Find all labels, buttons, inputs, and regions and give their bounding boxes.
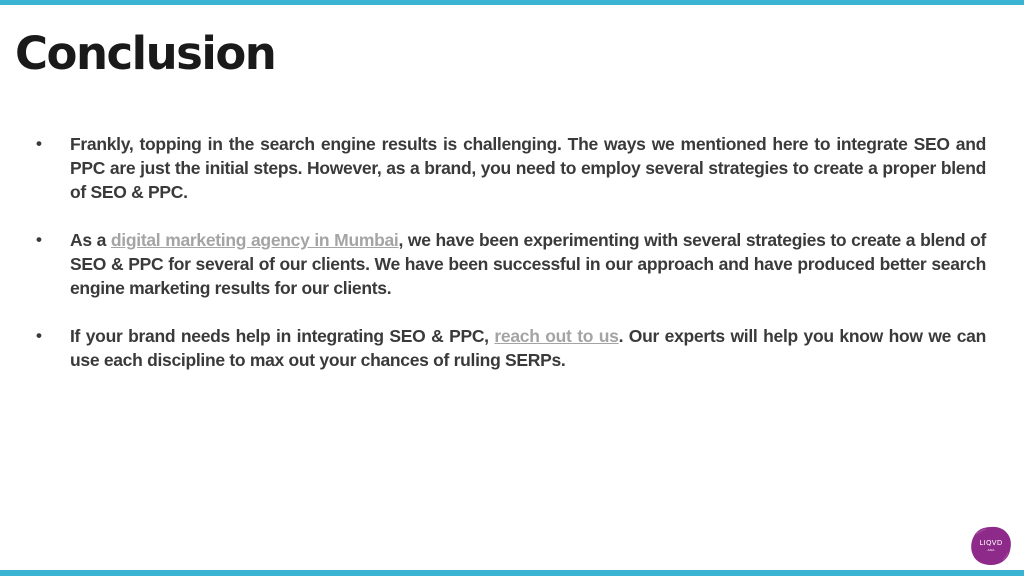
bullet-marker: • [36,230,42,249]
bullet-marker: • [36,134,42,153]
bullet-item-3 [36,324,986,372]
bullet-text-before: If your brand needs help in integrating SEO & PPC, [70,326,495,346]
bullet-list [36,132,986,396]
logo-wordmark: LIQVD [979,539,1003,547]
reach-out-link[interactable]: reach out to us [494,326,619,346]
bullet-text [70,228,986,300]
bottom-accent-bar [0,570,1024,576]
bullet-text-after: . Our experts will help you know how we can use each discipline to max out your chances of ruling SERPs. [70,326,986,370]
brand-logo-icon [970,526,1012,566]
bullet-text-after: , we have been experimenting with several strategies to create a blend of SEO & PPC for several of our clients. We have been successful in our approach and have produced better search engine marketing results for our clients. [70,230,986,298]
bullet-marker: • [36,326,42,345]
bullet-text: Frankly, topping in the search engine results is challenging. The ways we mentioned here to integrate SEO and PPC are just the initial steps. However, as a brand, you need to employ several strategies to create a proper blend of SEO & PPC. [70,134,986,202]
top-accent-bar [0,0,1024,5]
bullet-text [70,324,986,372]
agency-link[interactable]: digital marketing agency in Mumbai [110,230,399,250]
slide-title: Conclusion [15,27,276,80]
logo-subtext: ASIA [987,548,995,552]
bullet-text-before: As a [70,230,111,250]
bullet-item-1 [36,132,986,204]
bullet-item-2 [36,228,986,300]
